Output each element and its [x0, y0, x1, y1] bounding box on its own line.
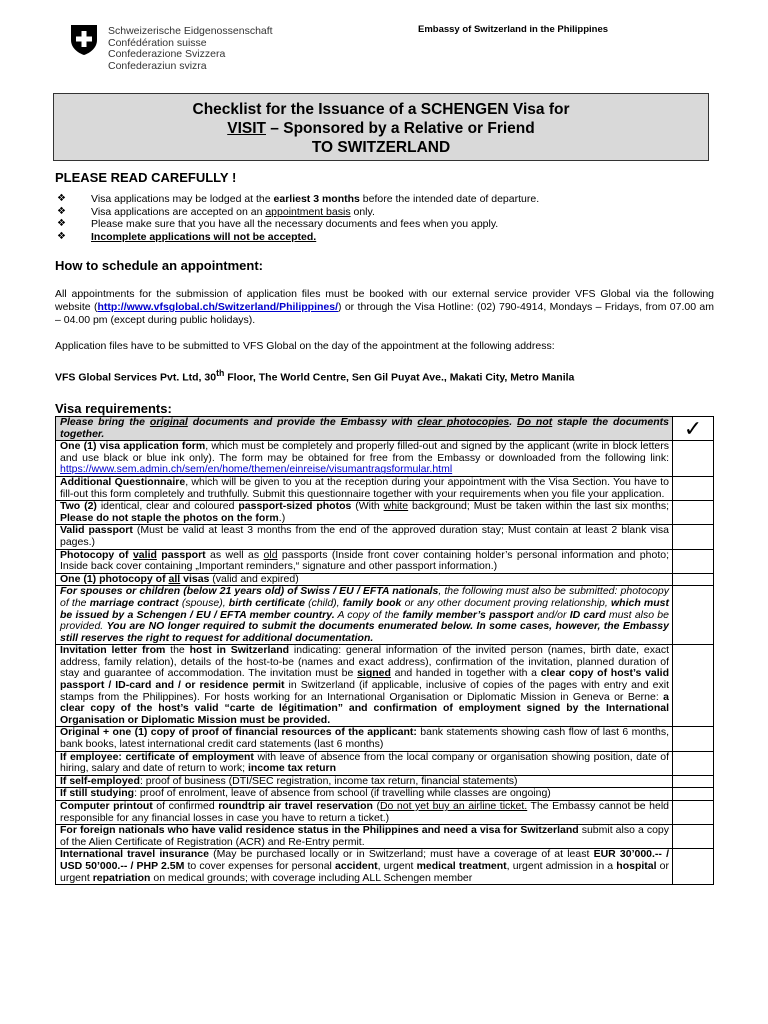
requirement-photos — [56, 501, 673, 525]
text-segment: hospital — [616, 859, 657, 872]
text-segment: (spouse), — [178, 596, 229, 609]
table-row — [56, 801, 714, 825]
text-segment: before the intended date of departure. — [359, 193, 540, 205]
checkbox-cell[interactable] — [673, 476, 714, 500]
read-carefully-heading: PLEASE READ CAREFULLY ! — [55, 170, 237, 185]
text-segment: For foreign nationals who have valid residence status in the Philippines and need a visa for Switzerland — [60, 824, 579, 837]
text-segment: You are NO longer required to submit the documents enumerated below. In some cases, however, the Embassy still reserves the right to request for additional documentation. — [60, 620, 669, 644]
diamond-bullet-icon: ❖ — [57, 218, 66, 229]
text-segment: must also be provided. — [60, 608, 669, 633]
text-segment: and handed in together with a — [390, 667, 541, 680]
text-segment: passports (Inside front cover containing holder’s personal information and photo; Inside back cover containing „Important reminders,“ signature and other passport information.) — [60, 548, 670, 573]
requirement-questionnaire — [56, 476, 673, 500]
table-row — [56, 849, 714, 885]
appointment-paragraph — [55, 288, 714, 327]
table-row — [56, 441, 714, 477]
table-row — [56, 727, 714, 751]
text-segment: , which will be given to you at the reception during your appointment with the Visa Section. You have to fill-out this form completely and truthfully. Submit this questionnaire together with your requirements when you file your application. — [60, 475, 669, 500]
checkbox-cell[interactable] — [673, 751, 714, 775]
text-segment: VFS Global Services Pvt. Ltd, 30 — [55, 371, 217, 384]
text-segment: Please do not staple the photos on the form — [60, 511, 279, 524]
text-segment: family book — [342, 596, 402, 609]
requirement-passport-photocopy — [56, 549, 673, 573]
title-line-1: Checklist for the Issuance of a SCHENGEN Visa for — [192, 101, 570, 118]
requirements-instruction — [56, 417, 673, 441]
text-segment: If still studying — [60, 787, 135, 800]
text-segment: staple the documents together — [60, 416, 669, 440]
text-segment: : proof of business (DTI/SEC registration, income tax return, financial statements) — [139, 774, 518, 787]
text-segment: original — [149, 416, 188, 428]
requirement-self-employed — [56, 775, 673, 788]
text-segment: the — [165, 644, 190, 657]
text-segment: th — [216, 368, 225, 378]
text-segment: birth certificate — [228, 596, 305, 609]
confed-name-fr: Confédération suisse — [108, 36, 207, 49]
checkbox-cell[interactable] — [673, 788, 714, 801]
text-segment: on medical grounds; with coverage including ALL Schengen member — [150, 871, 473, 884]
checkbox-cell[interactable] — [673, 849, 714, 885]
text-segment: Do not yet buy an airline ticket. — [379, 800, 528, 812]
text-segment: Visa applications are accepted on an — [91, 205, 266, 218]
requirement-student — [56, 788, 673, 801]
table-row — [56, 525, 714, 549]
checkbox-cell[interactable] — [673, 727, 714, 751]
notice-item — [55, 218, 539, 231]
text-segment: (Must be valid at least 3 months from the end of the approved duration stay; Must contain at least 2 blank visa pages.) — [60, 524, 669, 548]
table-row — [56, 645, 714, 727]
text-segment: If self-employed — [60, 774, 140, 787]
text-segment: appointment basis — [265, 205, 351, 218]
vfs-address — [55, 367, 714, 385]
text-segment: old — [263, 548, 278, 561]
text-segment: as well as — [205, 548, 264, 561]
requirement-financial-proof — [56, 727, 673, 751]
text-segment: or urgent — [60, 859, 670, 884]
checkmark-column-header — [673, 417, 714, 441]
confed-name-rm: Confederaziun svizra — [108, 59, 207, 72]
text-segment: background; Must be taken within the last six months; — [408, 500, 669, 513]
confed-name-it: Confederazione Svizzera — [108, 48, 226, 60]
text-segment: a clear copy of the host’s valid “carte de légitimation” and confirmation of employment signed by the International Organisation or Diplomatic Mission must be provided. — [60, 690, 669, 726]
table-row — [56, 775, 714, 788]
text-segment: , which must be completely and properly filled-out and signed by the applicant (write in block letters and use black or blue ink only). The form may be obtained for free from the Embassy or downloaded from the following link: — [60, 440, 669, 464]
text-segment: and/or — [533, 608, 570, 621]
text-segment: earliest 3 months — [273, 193, 360, 205]
text-segment: . — [509, 416, 518, 428]
swiss-coat-of-arms-icon — [69, 24, 99, 56]
confederation-names — [108, 26, 273, 72]
text-segment: Please make sure that you have all the necessary documents and fees when you apply. — [91, 218, 499, 230]
text-segment: passport-sized photos — [238, 500, 352, 513]
requirements-table — [55, 416, 714, 885]
text-segment: Do not — [517, 416, 553, 428]
title-line-2 — [54, 119, 708, 138]
embassy-name: Embassy of Switzerland in the Philippines — [418, 24, 609, 35]
diamond-bullet-icon: ❖ — [57, 230, 66, 242]
text-segment: For spouses or children (below 21 years old) of Swiss / EU / EFTA nationals — [60, 585, 439, 598]
text-segment: to cover expenses for personal — [184, 859, 336, 872]
text-segment: Invitation letter from — [60, 644, 166, 657]
requirement-application-form — [56, 441, 673, 477]
text-segment: accident — [335, 859, 378, 872]
table-row — [56, 549, 714, 573]
text-segment: bank statements showing cash flow of last 6 months, bank books, latest international credit card statements (last 6 months) — [60, 726, 669, 751]
text-segment: visas — [180, 572, 210, 585]
text-segment: (child), — [304, 596, 343, 609]
text-segment: The Embassy cannot be held responsible for any financial losses in case you have to return a ticket.) — [60, 800, 669, 824]
text-segment: (valid and expired) — [209, 572, 299, 585]
text-segment: ) or through the Visa Hotline: (02) 790-4914, Mondays – Fridays, from 07.00 am – 04.00 pm (except during public holidays). — [55, 301, 714, 326]
checkmark-icon: ✓ — [683, 415, 703, 441]
text-segment: valid — [132, 548, 157, 561]
title-visit: VISIT — [227, 120, 266, 137]
text-segment: .) — [278, 511, 286, 524]
text-segment: host in Switzerland — [189, 644, 290, 657]
text-segment: : proof of enrolment, leave of absence from school (if travelling while classes are ongoing) — [134, 787, 551, 800]
text-segment: , urgent — [377, 859, 417, 872]
checkbox-cell[interactable] — [673, 586, 714, 645]
text-segment: Two (2) — [60, 500, 97, 513]
diamond-bullet-icon: ❖ — [57, 193, 66, 204]
text-segment: all — [168, 572, 181, 585]
requirement-employee — [56, 751, 673, 775]
title-line-3: TO SWITZERLAND — [311, 139, 451, 156]
text-segment: A copy of the — [334, 608, 403, 621]
text-segment: (May be purchased locally or in Switzerland; must have a coverage of at least — [208, 848, 594, 861]
text-segment: Computer printout — [60, 800, 153, 812]
text-segment: Incomplete applications will not be accepted. — [91, 230, 317, 243]
checkbox-cell[interactable] — [673, 525, 714, 549]
notice-item — [55, 193, 539, 206]
requirement-travel-insurance — [56, 849, 673, 885]
text-segment: Original + one (1) copy of proof of financial resources of the applicant: — [60, 726, 417, 739]
text-segment: of confirmed — [152, 800, 219, 812]
checkbox-cell[interactable] — [673, 645, 714, 727]
checkbox-cell[interactable] — [673, 801, 714, 825]
requirement-invitation-letter — [56, 645, 673, 727]
text-segment: , urgent admission in a — [506, 859, 617, 872]
text-segment: All appointments for the submission of application files must be booked with our external service provider VFS Global via the following website ( — [55, 288, 714, 313]
notice-list — [55, 193, 539, 243]
text-segment: Additional Questionnaire — [60, 475, 186, 488]
table-row — [56, 586, 714, 645]
confed-name-de: Schweizerische Eidgenossenschaft — [108, 25, 273, 37]
text-segment: Photocopy of — [60, 548, 133, 561]
text-segment: repatriation — [92, 871, 151, 884]
text-segment: passport — [156, 548, 206, 561]
checkbox-cell[interactable] — [673, 825, 714, 849]
text-segment: clear copy of host’s valid passport / ID-card and / or residence permit — [60, 667, 669, 692]
requirement-visa-photocopy — [56, 573, 673, 586]
submission-paragraph: Application files have to be submitted to VFS Global on the day of the appointment at the following address: — [55, 340, 555, 352]
checkbox-cell[interactable] — [673, 573, 714, 586]
text-segment: If employee: certificate of employment — [60, 750, 254, 763]
text-segment: marriage contract — [89, 596, 179, 609]
checkbox-cell[interactable] — [673, 549, 714, 573]
requirement-valid-passport — [56, 525, 673, 549]
text-segment: roundtrip air travel reservation — [218, 800, 373, 812]
checkbox-cell[interactable] — [673, 775, 714, 788]
text-segment: clear photocopies — [417, 416, 510, 428]
text-segment: medical treatment — [416, 859, 507, 872]
requirement-foreign-nationals — [56, 825, 673, 849]
text-segment: which must be issued by a Schengen / EU / EFTA member country. — [60, 596, 669, 621]
application-form-link[interactable]: https://www.sem.admin.ch/sem/en/home/themen/einreise/visumantragsformular.html — [60, 463, 453, 476]
requirement-family-of-eu-nationals — [56, 586, 673, 645]
text-segment: Valid passport — [60, 524, 133, 537]
table-row — [56, 573, 714, 586]
checkbox-cell[interactable] — [673, 441, 714, 477]
table-row — [56, 788, 714, 801]
text-segment: Floor, The World Centre, Sen Gil Puyat Ave., Makati City, Metro Manila — [224, 371, 575, 384]
text-segment: indicating: general information of the invited person (names, birth date, exact address, family relation), details of the host-to-be (names and exact address), confirmation of the invitation, planned duration of stay and guarantee of accommodation. The invitation must be — [60, 644, 669, 680]
table-row — [56, 476, 714, 500]
text-segment: Visa applications may be lodged at the — [91, 193, 274, 205]
text-segment: or any other document proving relationship, — [401, 596, 611, 609]
text-segment: One (1) visa application form — [60, 440, 206, 453]
text-segment: in Switzerland (if applicable, inclusive of copies of the pages with entry and exit stamps from the Philippines). For hosts working for an International Organisation or Diplomatic Mission in Geneva or Berne: — [60, 679, 670, 703]
text-segment: only. — [350, 205, 375, 218]
notice-item — [55, 231, 539, 244]
text-segment: ID card — [569, 608, 606, 621]
text-segment: income tax return — [247, 762, 337, 775]
text-segment: with leave of absence from the local company or organisation showing position, date of hiring, salary and date of return to work; — [60, 750, 670, 775]
text-segment: International travel insurance — [60, 848, 209, 861]
title-sponsored: – Sponsored by a Relative or Friend — [266, 120, 535, 137]
requirement-air-travel — [56, 801, 673, 825]
table-row — [56, 825, 714, 849]
text-segment: . — [101, 427, 105, 440]
text-segment: Please bring the — [60, 416, 150, 428]
text-segment: One (1) photocopy of — [60, 572, 169, 585]
text-segment: submit also a copy of the Alien Certificate of Registration (ACR) and Re-Entry permit. — [60, 824, 669, 848]
text-segment: documents and provide the Embassy with — [187, 416, 418, 428]
visa-requirements-heading: Visa requirements: — [55, 401, 172, 416]
appointment-heading: How to schedule an appointment: — [55, 258, 264, 273]
text-segment: identical, clear and coloured — [96, 500, 239, 513]
text-segment: family member’s passport — [402, 608, 534, 621]
notice-item — [55, 206, 539, 219]
table-row — [56, 417, 714, 441]
table-row — [56, 751, 714, 775]
vfs-website-link[interactable]: http://www.vfsglobal.ch/Switzerland/Philippines/ — [97, 301, 338, 313]
text-segment: , the following must also be submitted: photocopy of the — [60, 585, 669, 609]
diamond-bullet-icon: ❖ — [57, 205, 66, 217]
text-segment: EUR 30’000.-- / USD 50’000.-- / PHP 2.5M — [60, 848, 669, 872]
table-row — [56, 501, 714, 525]
document-title — [53, 93, 709, 161]
checkbox-cell[interactable] — [673, 501, 714, 525]
text-segment: signed — [357, 667, 391, 680]
text-segment: (With — [351, 500, 384, 513]
text-segment: white — [383, 500, 409, 513]
text-segment: ( — [372, 800, 380, 812]
